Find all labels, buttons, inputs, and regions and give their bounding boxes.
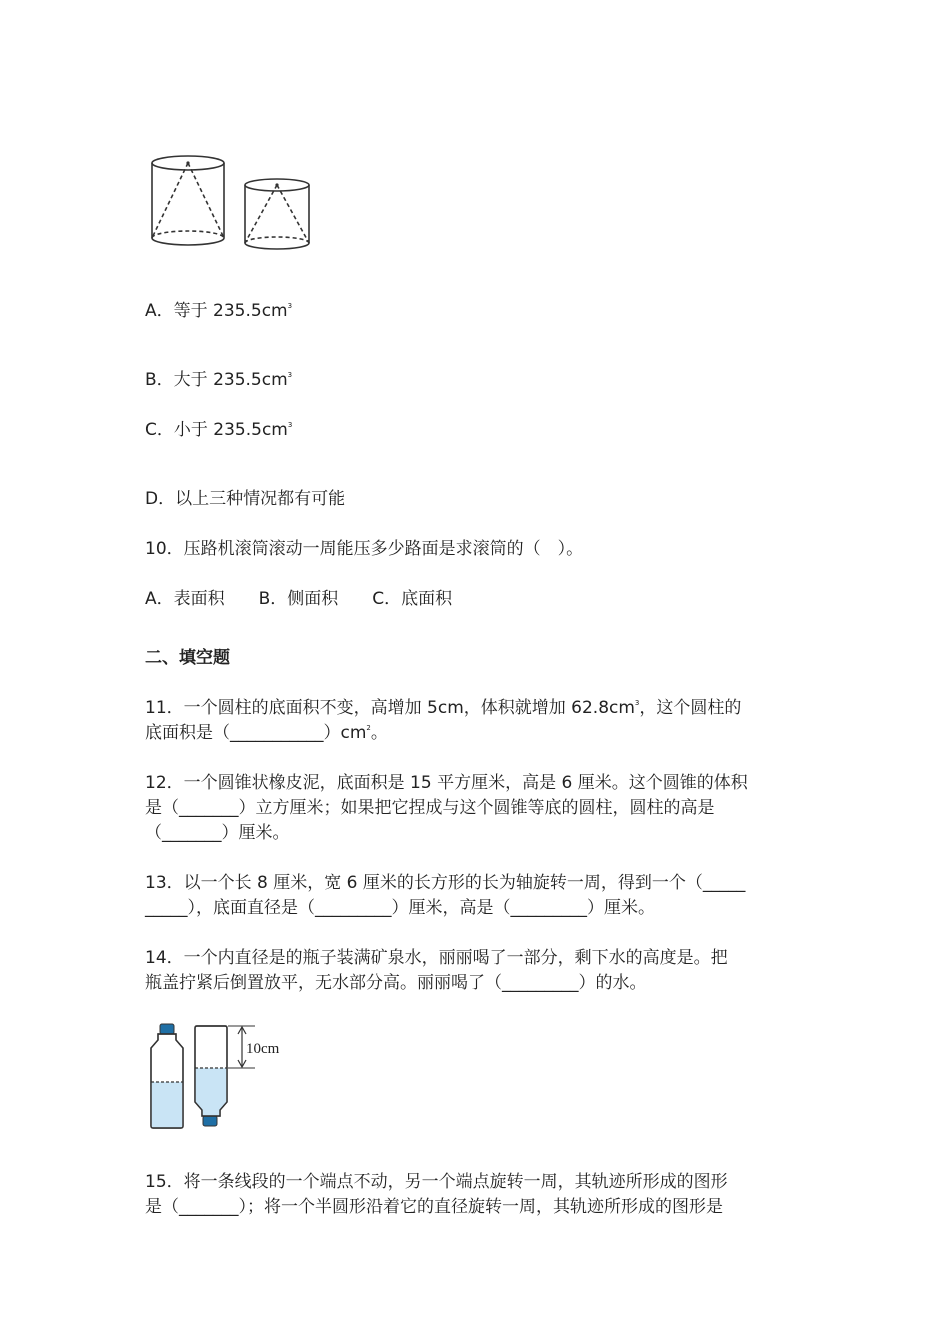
q10-options: A．表面积 B．侧面积 C．底面积 [145, 589, 453, 609]
q11-line1: 11．一个圆柱的底面积不变，高增加 5cm，体积就增加 $62.8cm^3$，这个圆柱的 [145, 698, 742, 718]
q13-line1: 13．以一个长 8 厘米，宽 6 厘米的长方形的长为轴旋转一周，得到一个（_____ [145, 873, 746, 893]
q12-line2: 是（_______）立方厘米；如果把它捏成与这个圆锥等底的圆柱，圆柱的高是 [145, 798, 715, 818]
q9-option-b: B．大于 $235.5cm^3$ [145, 370, 293, 390]
q15-line1: 15．将一条线段的一个端点不动，另一个端点旋转一周，其轨迹所形成的图形 [145, 1172, 728, 1192]
q12-line1: 12．一个圆锥状橡皮泥，底面积是 15 平方厘米，高是 6 厘米。这个圆锥的体积 [145, 773, 748, 793]
q9-option-a: A．等于 $235.5cm^3$ [145, 301, 293, 321]
q9-option-d: D．以上三种情况都有可能 [145, 489, 346, 509]
q15-line2: 是（_______）；将一个半圆形沿着它的直径旋转一周，其轨迹所形成的图形是 [145, 1197, 723, 1217]
q11-line2: 底面积是$(\_\_\_\_\_\_\_\_\_\_\_)cm^2$。 [145, 723, 388, 743]
cylinder-cone-figure [140, 148, 320, 258]
q14-line2: 瓶盖拧紧后倒置放平，无水部分高。丽丽喝了（_________）的水。 [145, 973, 647, 993]
section-title: 二、填空题 [145, 648, 230, 668]
q13-line2: _____），底面直径是（_________）厘米，高是（_________）厘米。 [145, 898, 655, 918]
water-bottle-figure [140, 1018, 305, 1133]
q9-option-c: C．小于 $235.5cm^3$ [145, 420, 293, 440]
dimension-label: 10cm [246, 1041, 280, 1057]
q12-line3: （_______）厘米。 [145, 823, 290, 843]
q10-stem: 10．压路机滚筒滚动一周能压多少路面是求滚筒的（ ）。 [145, 539, 584, 559]
q14-line1: 14．一个内直径是的瓶子装满矿泉水，丽丽喝了一部分，剩下水的高度是。把 [145, 948, 728, 968]
